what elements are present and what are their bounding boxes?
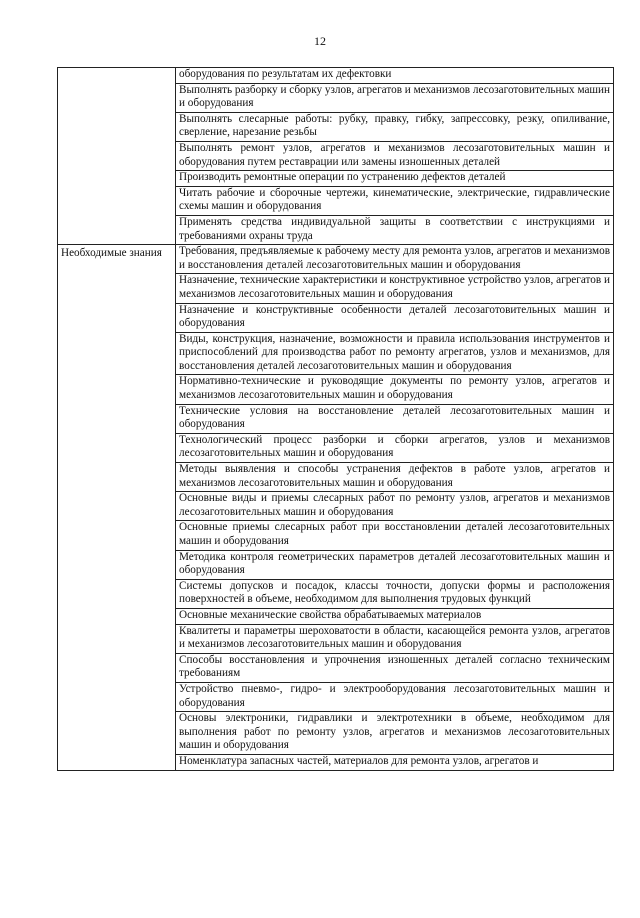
skill-item: Выполнять разборку и сборку узлов, агрегатов и механизмов лесозаготовительных машин и оборудования (176, 83, 614, 112)
page-number: 12 (314, 34, 326, 48)
knowledge-item: Назначение и конструктивные особенности деталей лесозаготовительных машин и оборудования (176, 303, 614, 332)
knowledge-item: Виды, конструкция, назначение, возможности и правила использования инструментов и приспособлений для производства работ по ремонту агрегатов, узлов и механизмов, для восстановления деталей лесозаготовительных машин и оборудования (176, 332, 614, 375)
knowledge-item: Технологический процесс разборки и сборки агрегатов, узлов и механизмов лесозаготовительных машин и оборудования (176, 433, 614, 462)
skill-item: оборудования по результатам их дефектовки (176, 68, 614, 84)
knowledge-label: Необходимые знания (58, 245, 176, 770)
knowledge-item: Способы восстановления и упрочнения изношенных деталей согласно техническим требованиям (176, 653, 614, 682)
table-row (58, 68, 614, 84)
skill-item: Производить ремонтные операции по устранению дефектов деталей (176, 171, 614, 187)
knowledge-item: Основные приемы слесарных работ при восстановлении деталей лесозаготовительных машин и оборудования (176, 521, 614, 550)
knowledge-item: Нормативно-технические и руководящие документы по ремонту узлов, агрегатов и механизмов лесозаготовительных машин и оборудования (176, 375, 614, 404)
table-row (58, 245, 614, 274)
knowledge-item: Номенклатура запасных частей, материалов для ремонта узлов, агрегатов и (176, 754, 614, 770)
knowledge-item: Устройство пневмо-, гидро- и электрооборудования лесозаготовительных машин и оборудования (176, 682, 614, 711)
knowledge-item: Системы допусков и посадок, классы точности, допуски формы и расположения поверхностей в объеме, необходимом для выполнения трудовых функций (176, 579, 614, 608)
knowledge-item: Основные виды и приемы слесарных работ по ремонту узлов, агрегатов и механизмов лесозаготовительных машин и оборудования (176, 492, 614, 521)
knowledge-item: Методика контроля геометрических параметров деталей лесозаготовительных машин и оборудования (176, 550, 614, 579)
knowledge-item: Основные механические свойства обрабатываемых материалов (176, 608, 614, 624)
knowledge-item: Основы электроники, гидравлики и электротехники в объеме, необходимом для выполнения работ по ремонту узлов, агрегатов и механизмов лесозаготовительных машин и оборудования (176, 712, 614, 755)
knowledge-item: Требования, предъявляемые к рабочему месту для ремонта узлов, агрегатов и механизмов и восстановления деталей лесозаготовительных машин и оборудования (176, 245, 614, 274)
knowledge-item: Методы выявления и способы устранения дефектов в работе узлов, агрегатов и механизмов лесозаготовительных машин и оборудования (176, 463, 614, 492)
skill-item: Читать рабочие и сборочные чертежи, кинематические, электрические, гидравлические схемы машин и оборудования (176, 186, 614, 215)
skills-label-cell (58, 68, 176, 245)
skill-item: Выполнять ремонт узлов, агрегатов и механизмов лесозаготовительных машин и оборудования путем реставрации или замены изношенных деталей (176, 141, 614, 170)
skill-item: Выполнять слесарные работы: рубку, правку, гибку, запрессовку, резку, опиливание, сверление, нарезание резьбы (176, 112, 614, 141)
skill-item: Применять средства индивидуальной защиты в соответствии с инструкциями и требованиями охраны труда (176, 215, 614, 244)
knowledge-item: Назначение, технические характеристики и конструктивное устройство узлов, агрегатов и механизмов лесозаготовительных машин и оборудования (176, 274, 614, 303)
requirements-table (57, 67, 614, 771)
knowledge-item: Квалитеты и параметры шероховатости в области, касающейся ремонта узлов, агрегатов и механизмов лесозаготовительных машин и оборудования (176, 624, 614, 653)
knowledge-item: Технические условия на восстановление деталей лесозаготовительных машин и оборудования (176, 404, 614, 433)
